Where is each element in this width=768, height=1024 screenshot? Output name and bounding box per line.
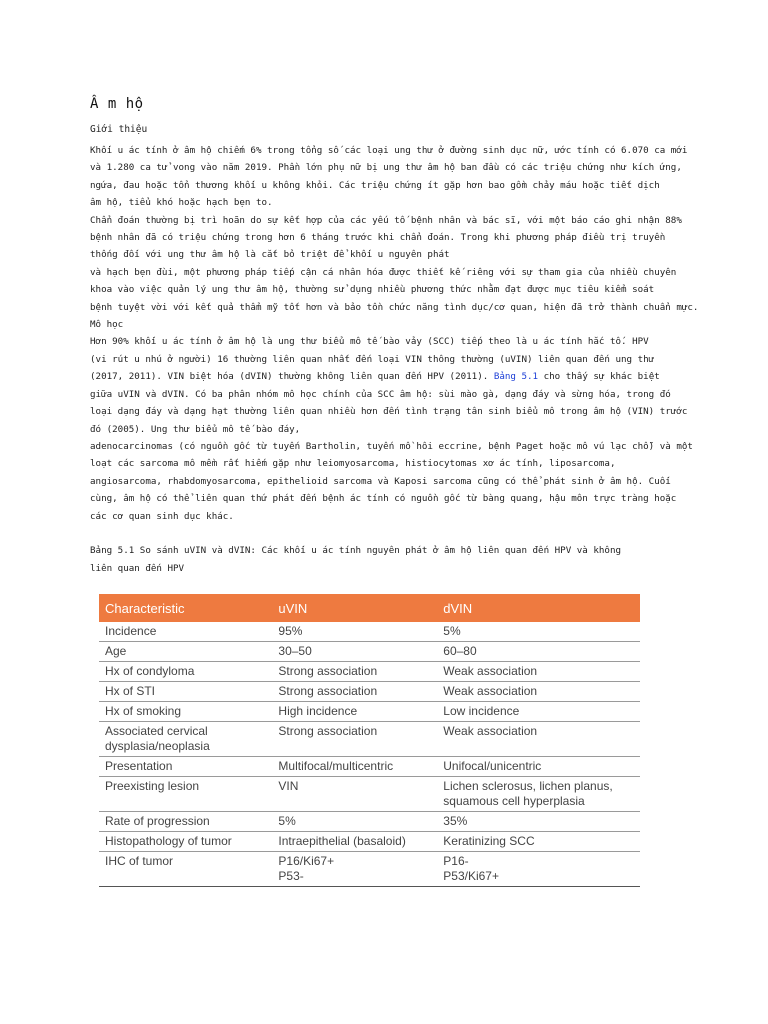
cell-dvin: Unifocal/unicentric bbox=[437, 757, 640, 777]
cell-uvin: 95% bbox=[272, 622, 437, 642]
cell-characteristic: Hx of condyloma bbox=[99, 662, 272, 682]
header-uvin: uVIN bbox=[272, 594, 437, 622]
text-line: loại dạng đáy và dạng hạt thường liên quan nhiều hơn đến tình trạng tân sinh biểu mô trong âm hộ (VIN) trước bbox=[90, 406, 688, 418]
text-line-with-ref bbox=[90, 368, 680, 385]
cell-characteristic: Incidence bbox=[99, 622, 272, 642]
cell-dvin: Low incidence bbox=[437, 702, 640, 722]
text-line: khoa vào việc quản lý ung thư âm hộ, thường sử dụng nhiều phương thức nhằm đạt được mục tiêu kiểm soát bbox=[90, 284, 655, 296]
cell-dvin: P16- P53/Ki67+ bbox=[437, 852, 640, 887]
text-line: loạt các sarcoma mô mềm rất hiếm gặp như leiomyosarcoma, histiocytomas xơ ác tính, liposarcoma, bbox=[90, 458, 616, 470]
text-line: cùng, âm hộ có thể liên quan thứ phát đến bệnh ác tính có nguồn gốc từ bàng quang, hậu môn trực tràng hoặc bbox=[90, 493, 677, 505]
text-line: Chẩn đoán thường bị trì hoãn do sự kết hợp của các yếu tố bệnh nhân và bác sĩ, với một báo cáo ghi nhận 88% bbox=[90, 214, 682, 226]
cell-uvin: Strong association bbox=[272, 682, 437, 702]
table-row bbox=[99, 832, 640, 852]
text-line: âm hộ, tiểu khó hoặc hạch bẹn to. bbox=[90, 197, 273, 209]
cell-characteristic: Presentation bbox=[99, 757, 272, 777]
cell-dvin: Weak association bbox=[437, 722, 640, 757]
table-caption bbox=[90, 542, 650, 578]
cell-uvin: 5% bbox=[272, 812, 437, 832]
cell-dvin: Weak association bbox=[437, 682, 640, 702]
caption-line: Bảng 5.1 So sánh uVIN và dVIN: Các khối u ác tính nguyên phát ở âm hộ liên quan đến HPV và không bbox=[90, 545, 622, 556]
text-segment: (2017, 2011). VIN biệt hóa (dVIN) thường không liên quan đến HPV (2011). bbox=[90, 371, 489, 383]
caption-line: liên quan đến HPV bbox=[90, 563, 185, 574]
table-row bbox=[99, 777, 640, 812]
body-paragraphs bbox=[90, 142, 699, 525]
comparison-table bbox=[99, 594, 640, 887]
cell-uvin: VIN bbox=[272, 777, 437, 812]
page-title: Â m hộ bbox=[90, 96, 144, 112]
table-row bbox=[99, 722, 640, 757]
table-row bbox=[99, 702, 640, 722]
text-line: thống đối với ung thư âm hộ là cắt bỏ triệt để khối u nguyên phát bbox=[90, 249, 450, 261]
table-row bbox=[99, 662, 640, 682]
table-row bbox=[99, 622, 640, 642]
cell-uvin: Intraepithelial (basaloid) bbox=[272, 832, 437, 852]
cell-characteristic: Hx of STI bbox=[99, 682, 272, 702]
cell-dvin: 35% bbox=[437, 812, 640, 832]
text-line: adenocarcinomas (có nguồn gốc từ tuyến Bartholin, tuyến mồ hôi eccrine, bệnh Paget hoặc mô vú lạc chỗ) và một bbox=[90, 440, 693, 452]
section-heading-histology: Mô học bbox=[90, 319, 124, 331]
cell-characteristic: IHC of tumor bbox=[99, 852, 272, 887]
cell-uvin: Strong association bbox=[272, 722, 437, 757]
text-line: các cơ quan sinh dục khác. bbox=[90, 510, 234, 522]
text-line: bệnh nhân đã có triệu chứng trong hơn 6 tháng trước khi chẩn đoán. Trong khi phương pháp điều trị truyền bbox=[90, 232, 666, 244]
cell-dvin: Lichen sclerosus, lichen planus, squamous cell hyperplasia bbox=[437, 777, 640, 812]
header-dvin: dVIN bbox=[437, 594, 640, 622]
cell-characteristic: Preexisting lesion bbox=[99, 777, 272, 812]
text-line: bệnh tuyệt vời với kết quả thẩm mỹ tốt hơn và bảo tồn chức năng tình dục/cơ quan, hiện đã trở thành chuẩn mực. bbox=[90, 301, 699, 313]
cell-dvin: 60–80 bbox=[437, 642, 640, 662]
cell-uvin: Strong association bbox=[272, 662, 437, 682]
text-line: angiosarcoma, rhabdomyosarcoma, epithelioid sarcoma và Kaposi sarcoma cũng có thể phát sinh ở âm hộ. Cuối bbox=[90, 475, 671, 487]
text-line: giữa uVIN và dVIN. Có ba phân nhóm mô học chính của SCC âm hộ: sùi mào gà, dạng đáy và sừng hóa, trong đó bbox=[90, 388, 671, 400]
text-line: và 1.280 ca tử vong vào năm 2019. Phần lớn phụ nữ bị ung thư âm hộ ban đầu có các triệu chứng như kích ứng, bbox=[90, 162, 682, 174]
text-line: Khối u ác tính ở âm hộ chiếm 6% trong tổng số các loại ung thư ở đường sinh dục nữ, ước tính có 6.070 ca mới bbox=[90, 145, 688, 156]
cell-uvin: P16/Ki67+ P53- bbox=[272, 852, 437, 887]
table-row bbox=[99, 852, 640, 887]
cell-uvin: Multifocal/multicentric bbox=[272, 757, 437, 777]
text-line: ngứa, đau hoặc tổn thương khối u không khỏi. Các triệu chứng ít gặp hơn bao gồm chảy máu hoặc tiết dịch bbox=[90, 179, 660, 191]
text-line: (vi rút u nhú ở người) 16 thường liên quan nhất đến loại VIN thông thường (uVIN) liên quan đến ung thư bbox=[90, 353, 655, 365]
cell-uvin: High incidence bbox=[272, 702, 437, 722]
cell-characteristic: Age bbox=[99, 642, 272, 662]
cell-characteristic: Hx of smoking bbox=[99, 702, 272, 722]
table-body bbox=[99, 622, 640, 887]
cell-characteristic: Associated cervical dysplasia/neoplasia bbox=[99, 722, 272, 757]
cell-dvin: Keratinizing SCC bbox=[437, 832, 640, 852]
cell-dvin: Weak association bbox=[437, 662, 640, 682]
text-line: và hạch bẹn đùi, một phương pháp tiếp cận cá nhân hóa được thiết kế riêng với sự tham gia của nhiều chuyên bbox=[90, 266, 677, 278]
header-characteristic: Characteristic bbox=[99, 594, 272, 622]
cell-uvin: 30–50 bbox=[272, 642, 437, 662]
table-row bbox=[99, 757, 640, 777]
table-reference-link[interactable]: Bảng 5.1 bbox=[493, 371, 539, 383]
table-header-row bbox=[99, 594, 640, 622]
text-segment: cho thấy sự khác biệt bbox=[538, 371, 660, 383]
cell-dvin: 5% bbox=[437, 622, 640, 642]
table-row bbox=[99, 812, 640, 832]
cell-characteristic: Histopathology of tumor bbox=[99, 832, 272, 852]
cell-characteristic: Rate of progression bbox=[99, 812, 272, 832]
table-row bbox=[99, 642, 640, 662]
text-line: Hơn 90% khối u ác tính ở âm hộ là ung thư biểu mô tế bào vảy (SCC) tiếp theo là u ác tính hắc tố. HPV bbox=[90, 336, 649, 348]
table-row bbox=[99, 682, 640, 702]
text-line: đó (2005). Ung thư biểu mô tế bào đáy, bbox=[90, 423, 301, 435]
section-heading-intro: Giới thiệu bbox=[90, 124, 148, 135]
